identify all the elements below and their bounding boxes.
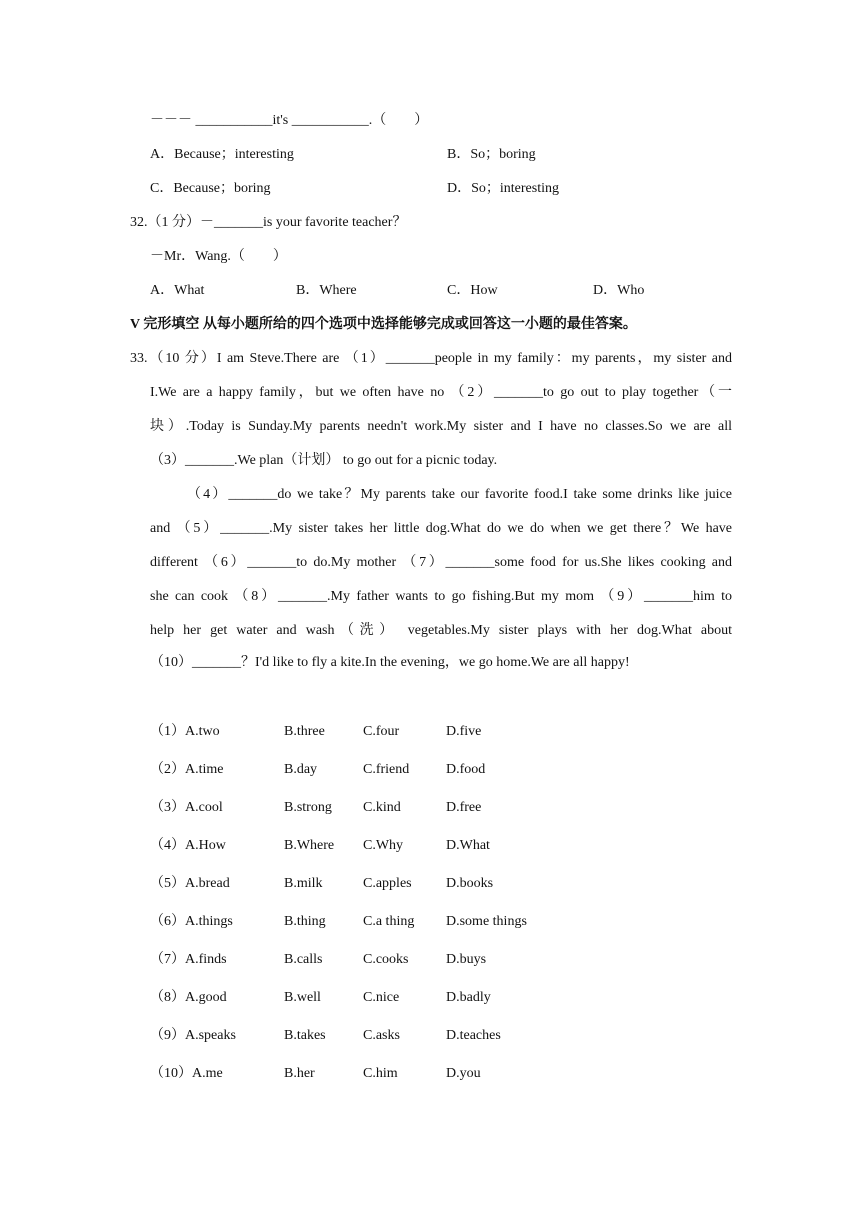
question-32-answer-line: －Mr．Wang.（ ） bbox=[150, 249, 287, 264]
option-b: B.her bbox=[284, 1066, 315, 1081]
passage-line: and （5）_______.My sister takes her little dog.What do we do when we get there？We have bbox=[150, 521, 732, 536]
option-d: D.free bbox=[446, 800, 482, 815]
option-d: D．Who bbox=[593, 283, 645, 298]
option-c: C.a thing bbox=[363, 914, 415, 929]
option-c: C.cooks bbox=[363, 952, 409, 967]
passage-line: （4）_______do we take？My parents take our favorite food.I take some drinks like juice bbox=[187, 487, 732, 502]
option-b: B.takes bbox=[284, 1028, 326, 1043]
option-b: B.three bbox=[284, 724, 325, 739]
option-d: D.books bbox=[446, 876, 494, 891]
option-d: D.you bbox=[446, 1066, 481, 1081]
option-b: B.day bbox=[284, 762, 318, 777]
option-a: （8）A.good bbox=[150, 990, 227, 1005]
option-c: C.apples bbox=[363, 876, 412, 891]
question-32-prompt: 32.（1 分）－_______is your favorite teacher？ bbox=[130, 215, 407, 230]
option-c: C．How bbox=[447, 283, 498, 298]
option-c: C．Because；boring bbox=[150, 181, 271, 196]
option-b: B.thing bbox=[284, 914, 326, 929]
option-b: B.milk bbox=[284, 876, 323, 891]
option-d: D.What bbox=[446, 838, 490, 853]
option-a: A．What bbox=[150, 283, 205, 298]
option-a: （6）A.things bbox=[150, 914, 233, 929]
passage-line: help her get water and wash（洗） vegetables.My sister plays with her dog.What about bbox=[150, 623, 732, 638]
passage-line: （3）_______.We plan（计划） to go out for a picnic today. bbox=[150, 453, 498, 468]
option-a: （9）A.speaks bbox=[150, 1028, 236, 1043]
option-d: D.buys bbox=[446, 952, 487, 967]
option-a: （2）A.time bbox=[150, 762, 224, 777]
option-d: D.badly bbox=[446, 990, 491, 1005]
option-b: B.strong bbox=[284, 800, 332, 815]
option-d: D.five bbox=[446, 724, 482, 739]
option-a: （4）A.How bbox=[150, 838, 226, 853]
passage-line: I.We are a happy family，but we often have no （2）_______to go out to play together（一 bbox=[150, 385, 732, 400]
option-a: （5）A.bread bbox=[150, 876, 230, 891]
option-b: B．Where bbox=[296, 283, 357, 298]
option-c: C.nice bbox=[363, 990, 400, 1005]
option-c: C.kind bbox=[363, 800, 401, 815]
option-b: B．So；boring bbox=[447, 147, 536, 162]
passage-line: she can cook （8）_______.My father wants to go fishing.But my mom （9）_______him to bbox=[150, 589, 732, 604]
passage-line: different （6）_______to do.My mother （7）_______some food for us.She likes cooking and bbox=[150, 555, 732, 570]
passage-line: 块）.Today is Sunday.My parents needn't work.My sister and I have no classes.So we are all bbox=[150, 419, 732, 434]
option-a: （7）A.finds bbox=[150, 952, 227, 967]
option-d: D.teaches bbox=[446, 1028, 501, 1043]
option-c: C.Why bbox=[363, 838, 404, 853]
option-a: （3）A.cool bbox=[150, 800, 223, 815]
option-a: A．Because；interesting bbox=[150, 147, 294, 162]
option-d: D.food bbox=[446, 762, 486, 777]
option-c: C.four bbox=[363, 724, 400, 739]
section-heading: V 完形填空 从每小题所给的四个选项中选择能够完成或回答这一小题的最佳答案。 bbox=[130, 317, 637, 332]
option-b: B.calls bbox=[284, 952, 323, 967]
option-a: （10）A.me bbox=[150, 1066, 223, 1081]
option-d: D.some things bbox=[446, 914, 527, 929]
option-b: B.Where bbox=[284, 838, 335, 853]
option-a: （1）A.two bbox=[150, 724, 220, 739]
option-c: C.him bbox=[363, 1066, 398, 1081]
passage-line: （10）_______？I'd like to fly a kite.In the evening，we go home.We are all happy! bbox=[150, 655, 630, 670]
option-c: C.asks bbox=[363, 1028, 400, 1043]
option-d: D．So；interesting bbox=[447, 181, 559, 196]
question-31-prompt: －－－ ___________it's ___________.（ ） bbox=[150, 113, 429, 128]
option-b: B.well bbox=[284, 990, 321, 1005]
option-c: C.friend bbox=[363, 762, 410, 777]
passage-line: 33.（10 分）I am Steve.There are （1）_______people in my family：my parents，my sister and bbox=[130, 351, 732, 366]
